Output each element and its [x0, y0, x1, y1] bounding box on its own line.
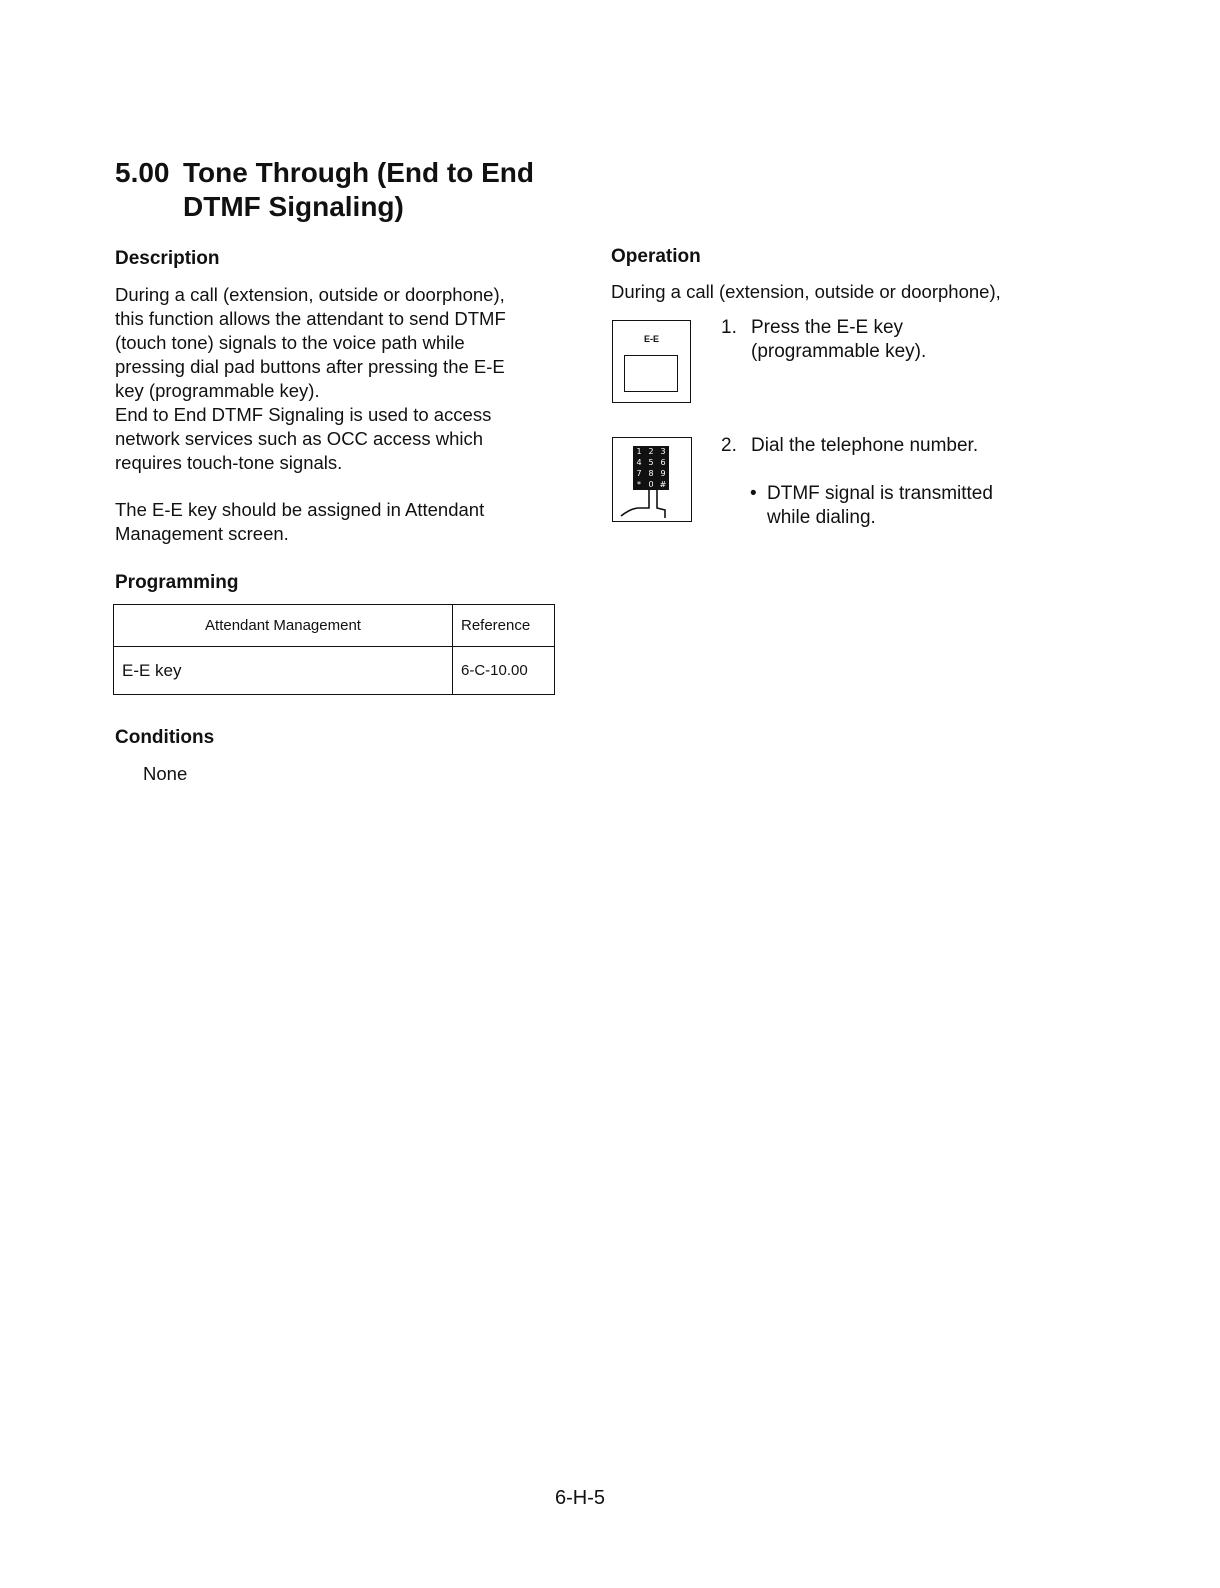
- description-line: key (programmable key).: [115, 380, 320, 401]
- description-line: End to End DTMF Signaling is used to access: [115, 404, 492, 425]
- description-paragraph-1: [115, 283, 565, 475]
- keypad-key: 6: [657, 457, 669, 468]
- description-line: pressing dial pad buttons after pressing the E-E: [115, 356, 505, 377]
- step-number: 1.: [721, 317, 737, 338]
- keypad-key: 4: [633, 457, 645, 468]
- table-row: [114, 647, 555, 695]
- keypad-key: 3: [657, 446, 669, 457]
- title-line-1: Tone Through (End to End: [183, 157, 534, 188]
- step-line: Press the E-E key: [751, 317, 904, 338]
- keypad-key: 9: [657, 468, 669, 479]
- keypad-key: 2: [645, 446, 657, 457]
- bullet-icon: •: [750, 483, 757, 504]
- operation-heading: Operation: [611, 246, 701, 267]
- programming-heading: Programming: [115, 572, 239, 593]
- keypad-key: #: [657, 479, 669, 490]
- step-line: (programmable key).: [751, 341, 927, 362]
- step-line: Dial the telephone number.: [751, 435, 979, 456]
- table-header: Reference: [453, 605, 555, 647]
- operation-step-2: [721, 434, 978, 458]
- bullet-line: while dialing.: [767, 507, 876, 528]
- table-header: Attendant Management: [114, 605, 453, 647]
- table-header-row: [114, 605, 555, 647]
- keypad-key: 5: [645, 457, 657, 468]
- conditions-text: None: [143, 763, 188, 784]
- operation-intro: During a call (extension, outside or doorphone),: [611, 281, 1001, 302]
- keypad-key: 7: [633, 468, 645, 479]
- step-number: 2.: [721, 435, 737, 456]
- description-paragraph-2: [115, 498, 565, 546]
- description-line: network services such as OCC access which: [115, 428, 484, 449]
- dial-pad-icon: [612, 437, 692, 522]
- description-line: During a call (extension, outside or doorphone),: [115, 284, 505, 305]
- description-heading: Description: [115, 248, 220, 269]
- programming-table: [113, 604, 555, 695]
- description-line: requires touch-tone signals.: [115, 452, 343, 473]
- table-cell: 6-C-10.00: [453, 647, 555, 695]
- conditions-heading: Conditions: [115, 727, 215, 748]
- description-line: Management screen.: [115, 523, 289, 544]
- finger-icon: [613, 438, 691, 521]
- operation-step-1: [721, 316, 926, 364]
- description-line: The E-E key should be assigned in Attendant: [115, 499, 485, 520]
- description-line: this function allows the attendant to send DTMF: [115, 308, 506, 329]
- section-number: 5.00: [115, 157, 170, 188]
- bullet-line: DTMF signal is transmitted: [767, 483, 993, 504]
- page-number: 6-H-5: [554, 1487, 605, 1509]
- page-title: [115, 156, 534, 224]
- operation-step-2-bullet: [750, 482, 993, 530]
- description-line: (touch tone) signals to the voice path while: [115, 332, 465, 353]
- keypad-key: 0: [645, 479, 657, 490]
- e-e-key-label: E-E: [643, 334, 659, 344]
- keypad-key: 8: [645, 468, 657, 479]
- e-e-key-icon: [612, 320, 691, 403]
- table-cell: E-E key: [114, 647, 453, 695]
- keypad-key: 1: [633, 446, 645, 457]
- keypad-key: *: [633, 479, 645, 490]
- key-face: [624, 355, 678, 392]
- title-line-2: DTMF Signaling): [183, 191, 404, 222]
